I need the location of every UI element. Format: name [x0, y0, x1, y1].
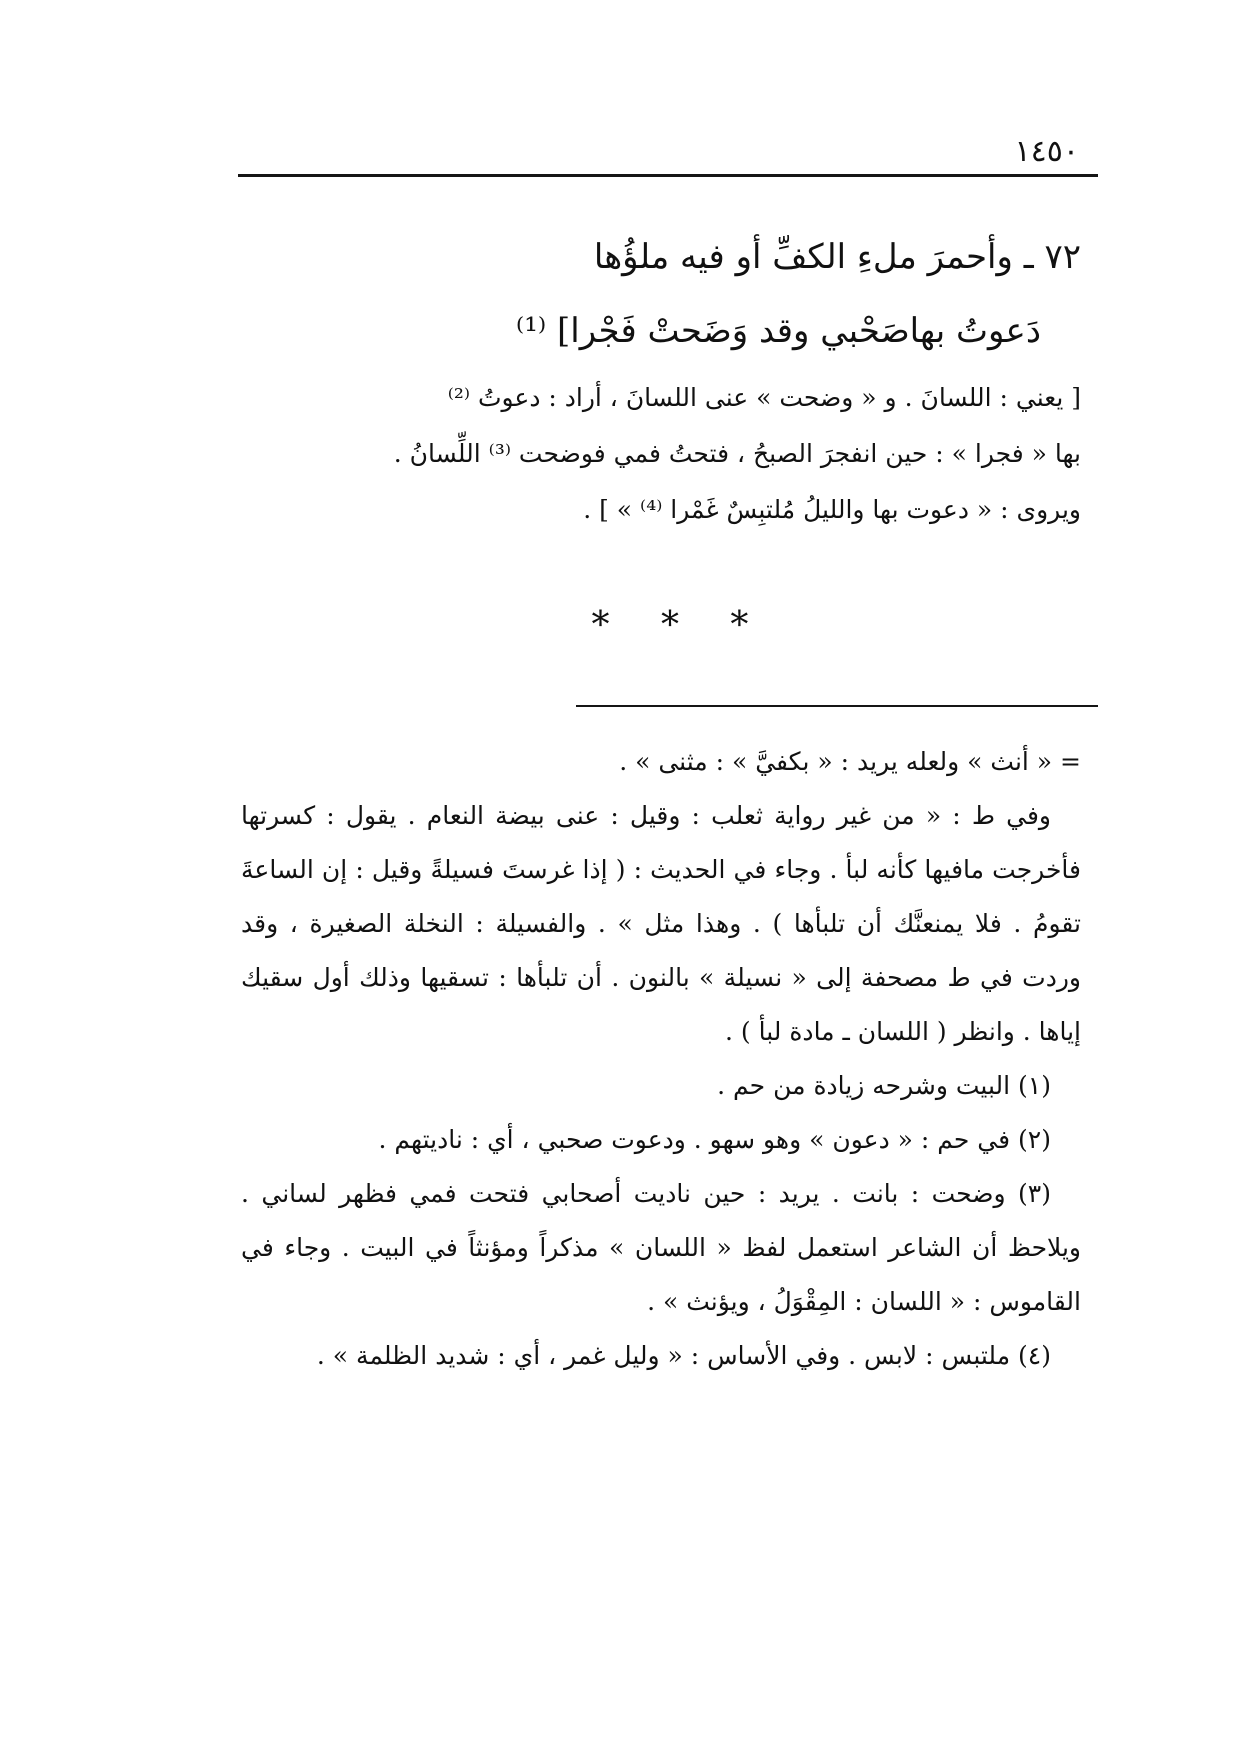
footnote-1: (١) البيت وشرحه زيادة من حم . [717, 1071, 1051, 1100]
commentary-line: [ يعني : اللسانَ . و « وضحت » عنى اللسانَ ، أراد : دعوتُ ⁽²⁾ [447, 383, 1081, 412]
commentary [241, 370, 1081, 538]
verse-block [241, 220, 1081, 368]
verse-line-2: دَعوتُ بهاصَحْبي وقد وَضَحتْ فَجْرا] ⁽¹⁾ [515, 311, 1041, 351]
commentary-line: ويروى : « دعوت بها والليلُ مُلتبِسٌ غَمْرا ⁽⁴⁾ » ] . [583, 495, 1081, 524]
footnotes [241, 735, 1081, 1383]
footnote-rule [576, 705, 1098, 707]
section-separator: * * * [591, 605, 749, 646]
footnote-3: (٣) وضحت : بانت . يريد : حين ناديت أصحابي فتحت فمي فظهر لساني . ويلاحظ أن الشاعر استعمل لفظ « اللسان » مذكراً ومؤنثاً في البيت . وجاء في القاموس : « اللسان : المِقْوَلُ ، ويؤنث » . [241, 1179, 1081, 1316]
footnote-paragraph: وفي ط : « من غير رواية ثعلب : وقيل : عنى بيضة النعام . يقول : كسرتها فأخرجت مافيها كأنه لبأ . وجاء في الحديث : ( إذا غرستَ فسيلةً وقيل : إن الساعةَ تقومُ . فلا يمنعنَّك أن تلبأها ) . وهذا مثل » . والفسيلة : النخلة الصغيرة ، وقد وردت في ط مصحفة إلى « نسيلة » بالنون . أن تلبأها : تسقيها وذلك أول سقيك إياها . وانظر ( اللسان ـ مادة لبأ ) . [241, 801, 1081, 1046]
footnote-4: (٤) ملتبس : لابس . وفي الأساس : « وليل غمر ، أي : شديد الظلمة » . [316, 1341, 1051, 1370]
commentary-line: بها « فجرا » : حين انفجرَ الصبحُ ، فتحتُ فمي فوضحت ⁽³⁾ اللِّسانُ . [393, 439, 1081, 468]
footnote-2: (٢) في حم : « دعون » وهو سهو . ودعوت صحبي ، أي : ناديتهم . [378, 1125, 1051, 1154]
footnote-continuation: = « أنث » ولعله يريد : « بكفيَّ » : مثنى » . [619, 747, 1081, 776]
page-number: ١٤٥٠ [1014, 134, 1079, 169]
verse-line-1: ٧٢ ـ وأحمرَ ملءِ الكفِّ أو فيه ملؤُها [593, 237, 1081, 277]
header-rule [238, 174, 1098, 177]
